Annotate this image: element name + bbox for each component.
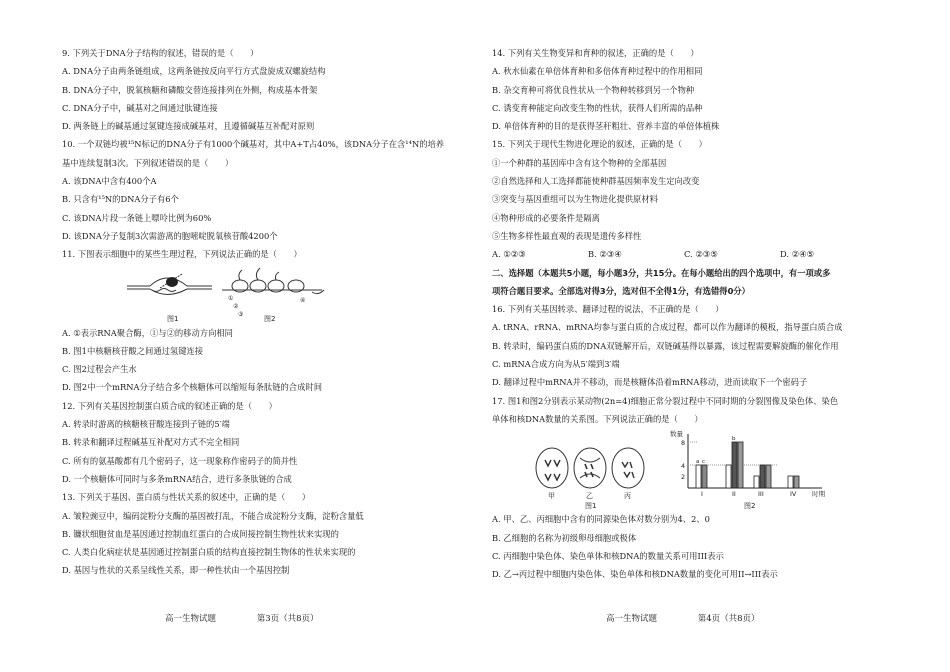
y-axis-title: 数量 <box>670 430 683 439</box>
q15-statement-4: ④物种形成的必要条件是隔离 <box>492 212 600 223</box>
q17-option-b: B. 乙细胞的名称为初级卵母细胞或极体 <box>492 532 637 543</box>
cell-bing <box>612 448 644 488</box>
q10-option-c: C. 该DNA片段一条链上嘌呤比例为60% <box>62 212 212 223</box>
cell-label-jia: 甲 <box>548 492 555 501</box>
legend-a: a <box>696 459 700 466</box>
q15-statement-5: ⑤生物多样性最直观的表现是遗传多样性 <box>492 230 642 241</box>
q17-stem-line1: 17. 图1和图2分别表示某动物(2n=4)细胞正常分裂过程中不同时期的分裂图像及染色体、染色 <box>492 395 839 406</box>
q12-stem: 12. 下列有关基因控制蛋白质合成的叙述正确的是（ ） <box>62 400 277 411</box>
footer-subject: 高一生物试题 <box>165 614 217 624</box>
right-page-column <box>492 44 892 583</box>
q12-option-b: B. 转录和翻译过程碱基互补配对方式不完全相同 <box>62 437 240 448</box>
q10-option-b: B. 只含有¹⁵N的DNA分子有6个 <box>62 194 179 205</box>
q13-option-d: D. 基因与性状的关系呈线性关系，即一种性状由一个基因控制 <box>62 565 290 576</box>
y-tick-2: 2 <box>681 473 686 482</box>
bar-II-b <box>732 442 737 488</box>
q11-option-b: B. 图1中核糖核苷酸之间通过氢键连接 <box>62 345 204 356</box>
q10-stem-line2: 基中连续复制3次。下列叙述错误的是（ ） <box>62 157 234 168</box>
marker-2: ② <box>233 302 239 310</box>
footer-page-number: 第4页（共8页） <box>697 614 760 624</box>
q16-stem: 16. 下列有关基因转录、翻译过程的说法，不正确的是（ ） <box>492 304 724 315</box>
q15-option-a: A. ①②③ <box>492 249 526 260</box>
bar-IV-a <box>788 476 793 488</box>
left-page-footer <box>165 612 357 624</box>
marker-3: ③ <box>238 310 244 318</box>
q15-option-b: B. ②③④ <box>588 249 622 260</box>
q9-option-b: B. DNA分子中，脱氧核糖和磷酸交替连接排列在外侧，构成基本骨架 <box>62 84 318 95</box>
q17-figure <box>492 428 892 510</box>
q17-stem-line2: 单体和核DNA数量的关系图。下列说法正确的是（ ） <box>492 413 703 424</box>
q11-figure <box>62 264 492 324</box>
bar-III-b <box>760 465 765 488</box>
cell-label-yi: 乙 <box>586 492 593 501</box>
q12-option-c: C. 所有的氨基酸都有几个密码子，这一现象称作密码子的简并性 <box>62 455 298 466</box>
q12-option-a: A. 转录时游离的核糖核苷酸连接到子链的5′端 <box>62 419 230 430</box>
footer-page-number: 第3页（共8页） <box>256 614 319 624</box>
right-page-footer <box>606 612 798 624</box>
x-tick-III: III <box>758 490 764 499</box>
bar-IV-c <box>794 476 799 488</box>
transcription-translation-diagram <box>62 264 492 324</box>
q15-stem: 15. 下列关于现代生物进化理论的叙述，正确的是（ ） <box>492 139 707 150</box>
section2-heading-line1: 二、选择题（本题共5小题，每小题3分，共15分。在每小题给出的四个选项中，有一项或多 <box>492 267 831 278</box>
cell-division-figures <box>492 428 892 510</box>
y-tick-4: 4 <box>681 462 686 471</box>
q9-option-a: A. DNA分子由两条链组成，这两条链按反向平行方式盘旋成双螺旋结构 <box>62 66 326 77</box>
q17-bar-chart <box>670 429 826 510</box>
q11-option-a: A. ①表示RNA聚合酶，①与②的移动方向相同 <box>62 327 233 338</box>
q16-option-d: D. 翻译过程中mRNA并不移动，而是核糖体沿着mRNA移动，进而读取下一个密码子 <box>492 377 808 388</box>
cell-jia <box>536 448 568 488</box>
footer-subject: 高一生物试题 <box>606 614 658 624</box>
bar-II-c <box>738 442 743 488</box>
fig1-cells <box>536 448 644 488</box>
q11-stem: 11. 下图表示细胞中的某些生理过程，下列说法正确的是（ ） <box>62 249 302 260</box>
section2-heading-line2: 项符合题目要求。全部选对得3分，选对但不全得1分，有选错得0分） <box>492 285 750 296</box>
x-tick-IV: IV <box>790 490 797 499</box>
q15-statement-2: ②自然选择和人工选择都能使种群基因频率发生定向改变 <box>492 176 700 187</box>
q17-option-c: C. 丙细胞中染色体、染色单体和核DNA的数量关系可用III表示 <box>492 550 724 561</box>
q17-option-d: D. 乙→丙过程中细胞内染色体、染色单体和核DNA数量的变化可用II→III表示 <box>492 569 778 580</box>
q17-fig2-label: 图2 <box>744 502 756 511</box>
bar-I-a <box>696 465 701 488</box>
fig2-translation-drawing <box>222 268 324 294</box>
q15-option-c: C. ②③⑤ <box>684 249 718 260</box>
q17-option-a: A. 甲、乙、丙细胞中含有的同源染色体对数分别为4、2、0 <box>492 514 710 525</box>
bar-I-c <box>702 465 707 488</box>
q16-option-b: B. 转录时，编码蛋白质的DNA双链解开后，双链碱基得以暴露，该过程需要解旋酶的催化作用 <box>492 340 839 351</box>
q17-fig1-label: 图1 <box>585 502 597 511</box>
bar-II-a <box>726 465 731 488</box>
q13-option-b: B. 镰状细胞贫血是基因通过控制血红蛋白的合成间接控制生物性状来实现的 <box>62 528 339 539</box>
q9-stem: 9. 下列关于DNA分子结构的叙述，错误的是（ ） <box>62 48 259 58</box>
left-page-column <box>62 44 492 580</box>
q14-stem: 14. 下列有关生物变异和育种的叙述，正确的是（ ） <box>492 48 699 58</box>
q10-option-a: A. 该DNA中含有400个A <box>62 176 157 187</box>
q14-option-d: D. 单倍体育种的目的是获得茎秆粗壮、营养丰富的单倍体植株 <box>492 121 720 132</box>
q11-option-d: D. 图2中一个mRNA分子结合多个核糖体可以缩短每条肽链的合成时间 <box>62 382 322 393</box>
q14-option-a: A. 秋水仙素在单倍体育种和多倍体育种过程中的作用相同 <box>492 66 703 77</box>
cell-label-bing: 丙 <box>624 492 631 501</box>
fig2-label: 图2 <box>264 314 276 323</box>
marker-4: ④ <box>300 296 306 304</box>
q10-option-d: D. 该DNA分子复制3次需游离的胞嘧啶脱氧核苷酸4200个 <box>62 230 278 241</box>
q16-option-c: C. mRNA合成方向为从5′端到3′端 <box>492 359 620 370</box>
q13-option-c: C. 人类白化病症状是基因通过控制蛋白质的结构直接控制生物体的性状来实现的 <box>62 547 356 558</box>
y-tick-8: 8 <box>681 439 686 448</box>
q15-statement-3: ③突变与基因重组可以为生物进化提供原材料 <box>492 194 658 205</box>
q13-stem: 13. 下列关于基因、蛋白质与性状关系的叙述中，正确的是（ ） <box>62 492 311 503</box>
q14-option-b: B. 杂交育种可将优良性状从一个物种转移到另一个物种 <box>492 84 695 95</box>
marker-1: ① <box>228 294 234 302</box>
x-tick-II: II <box>732 490 736 499</box>
fig1-label: 图1 <box>167 314 179 323</box>
cell-yi <box>574 448 606 488</box>
bar-III-a <box>754 476 759 488</box>
q9-option-c: C. DNA分子中，碱基对之间通过肽键连接 <box>62 102 218 113</box>
legend-b: b <box>732 436 736 443</box>
q16-option-a: A. tRNA、rRNA、mRNA均参与蛋白质的合成过程，都可以作为翻译的模板，指导蛋白质合成 <box>492 322 843 333</box>
q13-option-a: A. 皱粒豌豆中，编码淀粉分支酶的基因被打乱，不能合成淀粉分支酶，淀粉含量低 <box>62 510 364 521</box>
q15-statement-1: ①一个种群的基因库中含有这个物种的全部基因 <box>492 157 667 168</box>
q14-option-c: C. 诱变育种能定向改变生物的性状，获得人们所需的品种 <box>492 102 703 113</box>
x-axis-title: 时期 <box>812 490 825 499</box>
bar-III-c <box>766 465 771 488</box>
legend-c: c <box>702 459 706 466</box>
q10-stem-line1: 10. 一个双链均被¹⁵N标记的DNA分子有1000个碱基对，其中A+T占40%，该DNA分子在含¹⁴N的培养 <box>62 139 445 150</box>
q15-options <box>492 245 892 263</box>
q11-option-c: C. 图2过程会产生水 <box>62 364 137 375</box>
x-tick-I: I <box>701 490 703 499</box>
q9-option-d: D. 两条链上的碱基通过氢键连接成碱基对，且遵循碱基互补配对原则 <box>62 121 315 132</box>
rna-polymerase-blob <box>166 277 178 287</box>
q12-option-d: D. 一个核糖体可同时与多条mRNA结合，进行多条肽链的合成 <box>62 473 292 484</box>
q15-option-d: D. ②④⑤ <box>780 249 814 260</box>
